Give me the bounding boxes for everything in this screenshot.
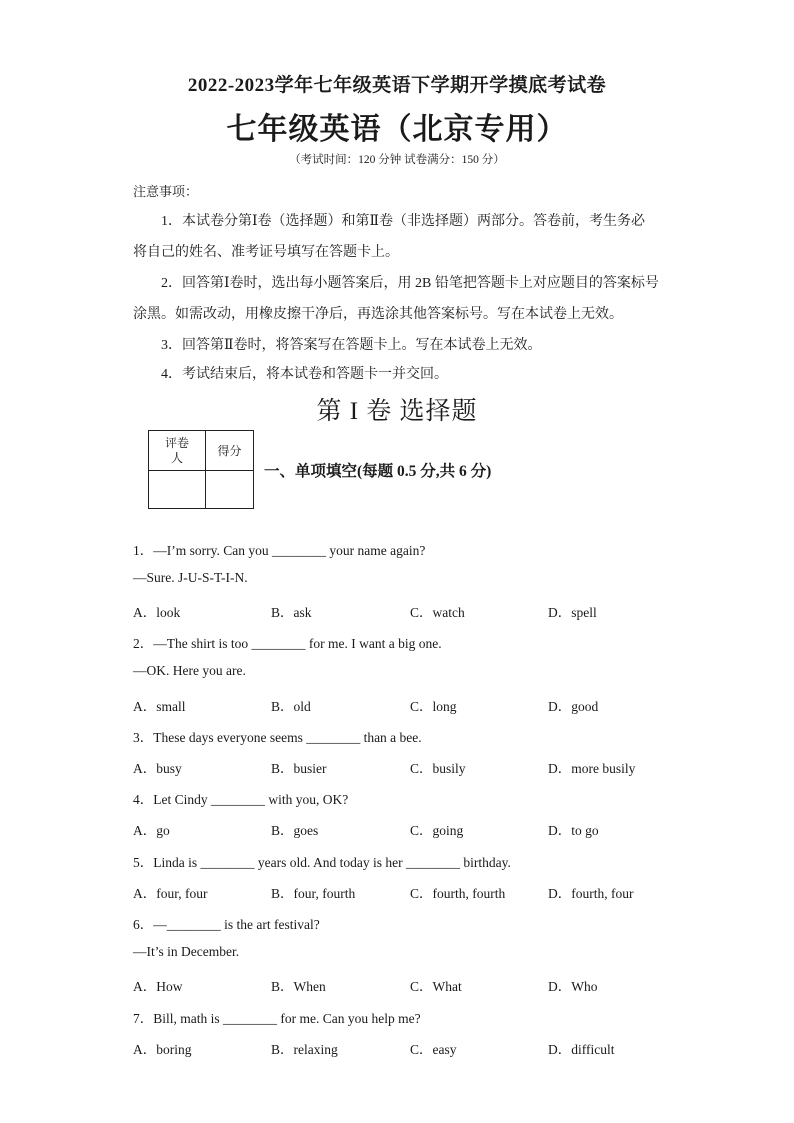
section-title: 第 I 卷 选择题 [316,398,478,425]
option-d[interactable]: D．Who [548,979,598,994]
option-b[interactable]: B．goes [271,823,319,838]
question-stem: 3．These days everyone seems ________ than a bee. [133,730,422,745]
option-a[interactable]: A．busy [133,761,182,776]
option-d[interactable]: D．fourth, four [548,886,634,901]
score-label-cell: 得分 [206,431,254,471]
option-b[interactable]: B．old [271,699,311,714]
option-c[interactable]: C．long [410,699,457,714]
option-b[interactable]: B．relaxing [271,1042,338,1057]
option-d[interactable]: D．spell [548,605,597,620]
notice-heading: 注意事项： [133,184,199,199]
option-c[interactable]: C．What [410,979,462,994]
score-input-cell[interactable] [206,471,254,509]
option-a[interactable]: A．go [133,823,170,838]
notice-line: 4．考试结束后，将本试卷和答题卡一并交回。 [161,367,448,382]
exam-title: 2022-2023学年七年级英语下学期开学摸底考试卷 [187,75,607,96]
option-d[interactable]: D．more busily [548,761,636,776]
part-title: 一、单项填空(每题 0.5 分,共 6 分) [264,463,492,480]
option-d[interactable]: D．good [548,699,599,714]
exam-info: （考试时间：120 分钟 试卷满分：150 分） [289,154,505,166]
notice-line: 2．回答第Ⅰ卷时，选出每小题答案后，用 2B 铅笔把答题卡上对应题目的答案标号 [161,276,659,291]
option-b[interactable]: B．four, fourth [271,886,356,901]
option-a[interactable]: A．look [133,605,181,620]
option-a[interactable]: A．small [133,699,186,714]
option-b[interactable]: B．ask [271,605,312,620]
question-dialog: —OK. Here you are. [133,663,246,678]
option-a[interactable]: A．four, four [133,886,208,901]
question-stem: 1．—I’m sorry. Can you ________ your name again? [133,543,426,558]
notice-line: 1．本试卷分第Ⅰ卷（选择题）和第Ⅱ卷（非选择题）两部分。答卷前，考生务必 [161,214,646,229]
question-stem: 7．Bill, math is ________ for me. Can you help me? [133,1011,421,1026]
question-dialog: —It’s in December. [133,944,240,959]
option-d[interactable]: D．to go [548,823,599,838]
option-c[interactable]: C．easy [410,1042,457,1057]
question-stem: 2．—The shirt is too ________ for me. I want a big one. [133,636,442,651]
option-c[interactable]: C．busily [410,761,466,776]
option-c[interactable]: C．fourth, fourth [410,886,506,901]
option-c[interactable]: C．watch [410,605,465,620]
option-b[interactable]: B．When [271,979,326,994]
main-title: 七年级英语（北京专用） [226,113,568,146]
grader-cell: 评卷 人 [149,431,206,471]
question-stem: 4．Let Cindy ________ with you, OK? [133,792,349,807]
question-stem: 6．—________ is the art festival? [133,917,320,932]
notice-line: 将自己的姓名、准考证号填写在答题卡上。 [133,245,399,260]
option-a[interactable]: A．How [133,979,183,994]
notice-line: 3．回答第Ⅱ卷时，将答案写在答题卡上。写在本试卷上无效。 [161,338,542,353]
option-c[interactable]: C．going [410,823,464,838]
option-a[interactable]: A．boring [133,1042,192,1057]
option-d[interactable]: D．difficult [548,1042,615,1057]
grading-box [148,430,254,509]
notice-line: 涂黑。如需改动，用橡皮擦干净后，再选涂其他答案标号。写在本试卷上无效。 [133,307,623,322]
question-stem: 5．Linda is ________ years old. And today is her ________ birthday. [133,855,511,870]
grader-input-cell[interactable] [149,471,206,509]
option-b[interactable]: B．busier [271,761,327,776]
question-dialog: —Sure. J-U-S-T-I-N. [133,570,248,585]
